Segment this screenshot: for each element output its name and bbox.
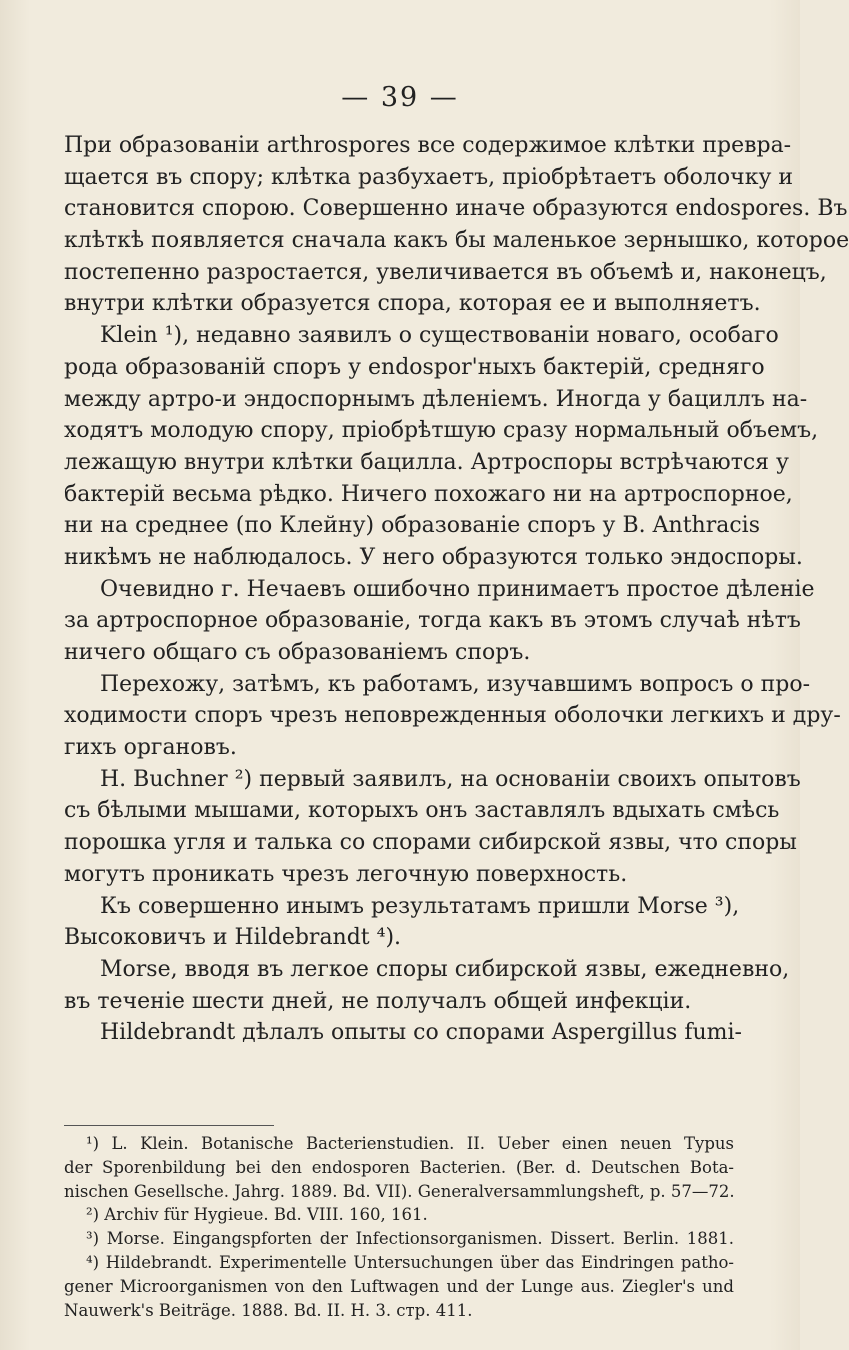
text-line: H. Buchner ²) первый заявилъ, на основаніи своихъ опытовъ: [100, 766, 801, 792]
text-line: Высоковичъ и Hildebrandt ⁴).: [64, 925, 402, 951]
text-line: между артро-и эндоспорнымъ дѣленіемъ. Иногда у бациллъ на-: [64, 386, 808, 412]
text-line: Перехожу, затѣмъ, къ работамъ, изучавшимъ вопросъ о про-: [100, 671, 811, 697]
text-line: порошка угля и талька со спорами сибирской язвы, что споры: [64, 830, 797, 856]
text-line: ходимости споръ чрезъ неповрежденныя оболочки легкихъ и дру-: [64, 703, 841, 729]
footnote-line: gener Microorganismen von den Luftwagen und der Lunge aus. Ziegler's und: [64, 1276, 734, 1296]
text-line: Hildebrandt дѣлалъ опыты со спорами Aspergillus fumi-: [100, 1020, 742, 1046]
text-line: щается въ спору; клѣтка разбухаетъ, пріобрѣтаетъ оболочку и: [64, 164, 794, 190]
text-line: Morse, вводя въ легкое споры сибирской язвы, ежедневно,: [100, 956, 790, 982]
text-line: лежащую внутри клѣтки бацилла. Артроспоры встрѣчаются у: [64, 449, 790, 475]
text-line: съ бѣлыми мышами, которыхъ онъ заставлялъ вдыхать смѣсь: [64, 798, 780, 824]
text-line: ничего общаго съ образованіемъ споръ.: [64, 640, 531, 665]
text-line: гихъ органовъ.: [64, 735, 237, 761]
text-line: могутъ проникать чрезъ легочную поверхность.: [64, 861, 628, 887]
footnote-line: ³) Morse. Eingangspforten der Infectionsorganismen. Dissert. Berlin. 1881.: [86, 1229, 734, 1249]
footnote-line: ²) Archiv für Hygieue. Bd. VIII. 160, 161.: [86, 1205, 428, 1225]
page-number: — 39 —: [341, 82, 459, 113]
text-line: бактерій весьма рѣдко. Ничего похожаго ни на артроспорное,: [64, 481, 793, 507]
footnote-line: der Sporenbildung bei den endosporen Bacterien. (Ber. d. Deutschen Bota-: [64, 1157, 734, 1177]
footnote-line: ¹) L. Klein. Botanische Bacterienstudien. II. Ueber einen neuen Typus: [86, 1134, 734, 1153]
text-line: рода образованій споръ у endospor'ныхъ бактерій, средняго: [64, 354, 765, 380]
text-line: за артроспорное образованіе, тогда какъ въ этомъ случаѣ нѣтъ: [64, 608, 801, 634]
main-text: [64, 130, 849, 1049]
footnote-line: nischen Gesellsche. Jahrg. 1889. Bd. VII). Generalversammlungsheft, p. 57—72.: [64, 1181, 735, 1201]
footnote-divider: [64, 1125, 274, 1126]
text-line: внутри клѣтки образуется спора, которая ее и выполняетъ.: [64, 291, 761, 317]
text-line: ни на среднее (по Клейну) образованіе споръ у B. Anthracis: [64, 513, 760, 539]
text-line: становится спорою. Совершенно иначе образуются endosporеs. Въ: [64, 196, 848, 222]
text-line: клѣткѣ появляется сначала какъ бы маленькое зернышко, которое: [64, 228, 849, 254]
footnote-line: ⁴) Hildebrandt. Experimentelle Untersuchungen über das Eindringen patho-: [86, 1252, 734, 1272]
text-line: При образованіи arthrosporеs все содержимое клѣтки превра-: [64, 133, 792, 158]
text-line: никѣмъ не наблюдалось. У него образуются только эндоспоры.: [64, 544, 803, 570]
footnote-line: Nauwerk's Beiträge. 1888. Bd. II. H. 3. стр. 411.: [64, 1300, 473, 1320]
footnotes: [64, 1132, 734, 1322]
text-line: въ теченіе шести дней, не получалъ общей инфекціи.: [64, 988, 692, 1014]
text-line: ходятъ молодую спору, пріобрѣтшую сразу нормальный объемъ,: [64, 418, 819, 444]
text-line: Klein ¹), недавно заявилъ о существованіи новаго, особаго: [100, 323, 779, 349]
text-line: Очевидно г. Нечаевъ ошибочно принимаетъ простое дѣленіе: [100, 576, 815, 602]
text-line: Къ совершенно инымъ результатамъ пришли Morse ³),: [100, 893, 740, 919]
text-line: постепенно разростается, увеличивается въ объемѣ и, наконецъ,: [64, 259, 827, 285]
